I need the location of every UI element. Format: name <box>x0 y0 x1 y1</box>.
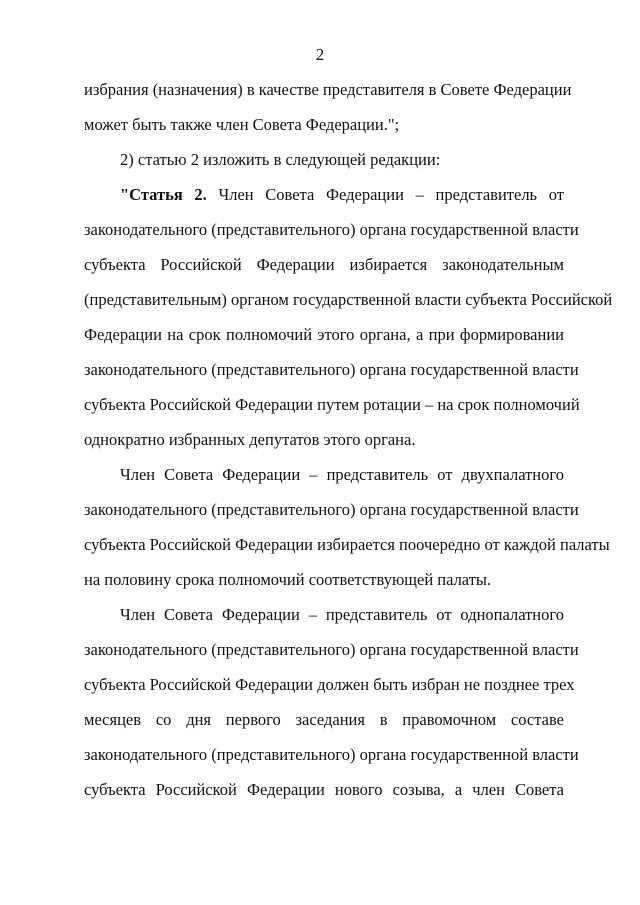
text-line-11: однократно избранных депутатов этого органа. <box>84 430 416 449</box>
text-line-9: законодательного (представительного) органа государственной власти <box>84 360 579 379</box>
text-line-4 <box>120 185 564 205</box>
text-line-19: месяцев со дня первого заседания в правомочном составе <box>84 710 564 729</box>
text-line-1: избрания (назначения) в качестве представителя в Совете Федерации <box>84 80 572 99</box>
text-line-18: субъекта Российской Федерации должен быть избран не позднее трех <box>84 675 575 694</box>
text-line-3: 2) статью 2 изложить в следующей редакции: <box>120 150 441 169</box>
article-heading: "Статья 2. <box>120 185 207 204</box>
text-line-8: Федерации на срок полномочий этого органа, а при формировании <box>84 325 564 344</box>
text-line-6: субъекта Российской Федерации избирается законодательным <box>84 255 564 274</box>
text-line-5: законодательного (представительного) органа государственной власти <box>84 220 579 239</box>
text-line-21: субъекта Российской Федерации нового созыва, а член Совета <box>84 780 564 799</box>
text-line-10: субъекта Российской Федерации путем ротации – на срок полномочий <box>84 395 580 414</box>
text-line-15: на половину срока полномочий соответствующей палаты. <box>84 570 492 589</box>
text-line-7: (представительным) органом государственной власти субъекта Российской <box>84 290 613 309</box>
text-line-14: субъекта Российской Федерации избирается поочередно от каждой палаты <box>84 535 610 554</box>
text-line-16: Член Совета Федерации – представитель от однопалатного <box>120 605 564 624</box>
text-line-17: законодательного (представительного) органа государственной власти <box>84 640 579 659</box>
text-line-13: законодательного (представительного) органа государственной власти <box>84 500 579 519</box>
text-line-4-rest: Член Совета Федерации – представитель от <box>206 185 565 204</box>
text-line-2: может быть также член Совета Федерации."; <box>84 115 400 134</box>
text-line-20: законодательного (представительного) органа государственной власти <box>84 745 579 764</box>
page-number: 2 <box>315 45 325 64</box>
text-line-12: Член Совета Федерации – представитель от двухпалатного <box>120 465 564 484</box>
